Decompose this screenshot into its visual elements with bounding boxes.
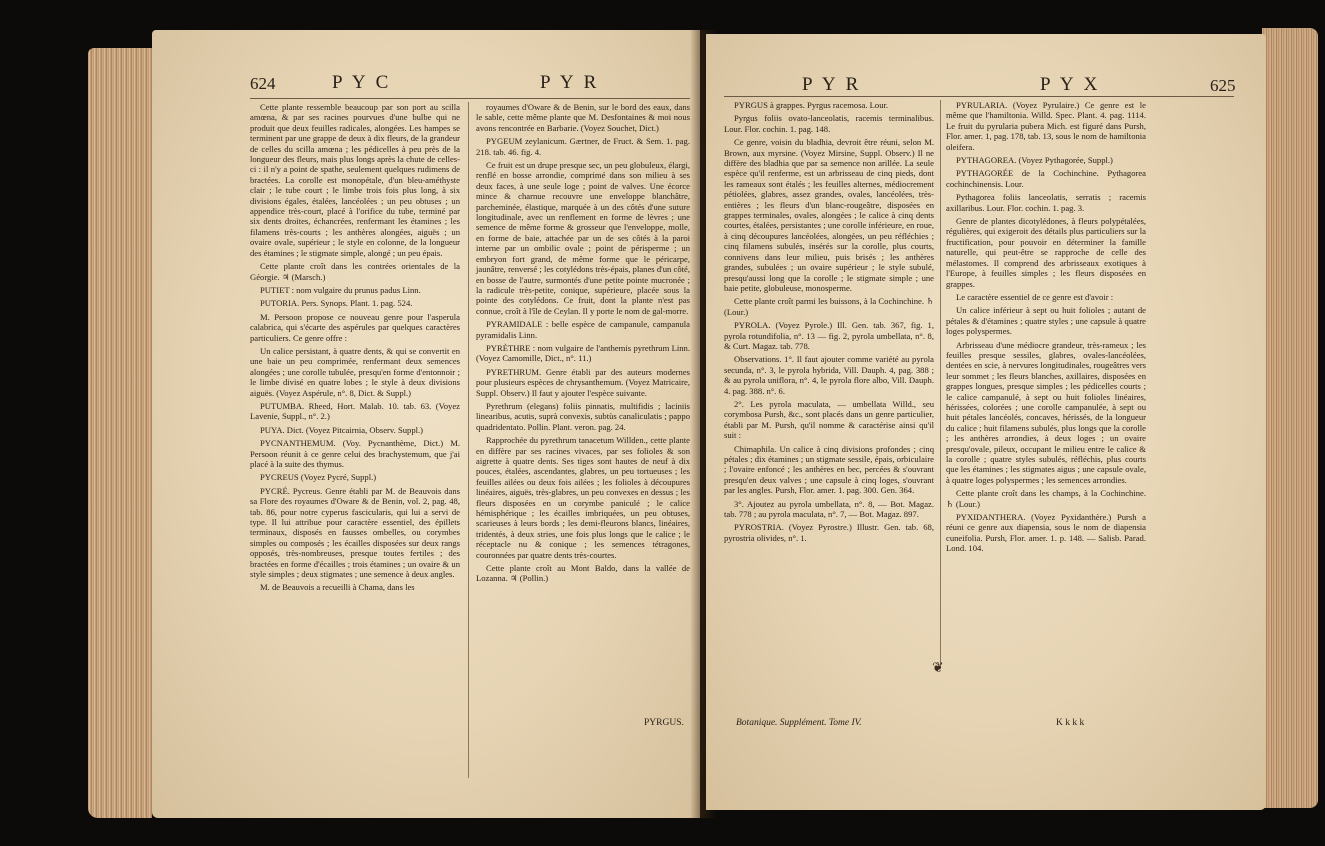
paragraph: Cette plante croît dans les champs, à la Cochinchine. ♄ (Lour.) xyxy=(946,488,1146,509)
paragraph: Un calice inférieur à sept ou huit folioles ; autant de pétales & d'étamines ; quatre styles ; une capsule à quatre loges polyspermes. xyxy=(946,305,1146,337)
signature-mark: K k k k xyxy=(1056,718,1085,728)
paragraph: Pythagorea foliis lanceolatis, serratis ; racemis axillaribus. Lour. Flor. cochin. 1. pag. 3. xyxy=(946,192,1146,213)
paragraph: 3°. Ajoutez au pyrola umbellata, n°. 8, — Bot. Magaz. tab. 778 ; au pyrola maculata, n°. 7, — Bot. Magaz. 897. xyxy=(724,498,934,520)
paragraph: PYGEUM zeylanicum. Gærtner, de Fruct. & Sem. 1. pag. 218. tab. 46. fig. 4. xyxy=(476,136,690,157)
header-rule-left xyxy=(250,98,690,99)
paragraph: 2°. Les pyrola maculata, — umbellata Willd., seu corymbosa Pursh, &c., sont placés dans un genre particulier, établi par M. Pursh, qu'il nomme & caractérise ainsi qu'il suit : xyxy=(724,398,934,441)
paragraph: PYCNANTHEMUM. (Voy. Pycnanthème, Dict.) M. Persoon réunit à ce genre celui des brachystemum, que j'ai placé à la suite des thymus. xyxy=(250,438,460,469)
paragraph: PYRÈTHRE : nom vulgaire de l'anthemis pyrethrum Linn. (Voyez Camomille, Dict., n°. 11.) xyxy=(476,342,690,364)
right-page-edges xyxy=(1262,28,1318,808)
footer-title: Botanique. Supplément. Tome IV. xyxy=(736,718,862,728)
left-page-column-2 xyxy=(476,102,690,790)
paragraph: Rapprochée du pyrethrum tanacetum Willden., cette plante en diffère par ses racines vivaces, par ses folioles & son aigrette à quatre dents. Ses tiges sont hautes de neuf à dix pouces, étalées, ascendantes, glabres, un peu tortueuses ; les feuilles ailées ou deux fois ailées ; les folioles à découpures linéaires, aiguës, très-glabres, un peu convexes en dessus ; les fleurs disposées en un corymbe paniculé ; le calice hémisphérique ; les écailles imbriquées, un peu obtuses, scarieuses à leurs bords ; les demi-fleurons blancs, linéaires, tridentés, à deux stries, une fois plus longs que le calice ; le réceptacle nu & conique ; les semences tétragones, couronnées par quatre dents très-courtes. xyxy=(476,435,690,560)
right-page-page-number: 625 xyxy=(1210,76,1236,95)
paragraph: Un calice persistant, à quatre dents, & qui se convertit en une baie un peu comprimée, renfermant deux semences alongées ; une corolle tubulée, presqu'en forme d'entonnoir ; le limbe divisé en quatre lobes ; le style à deux divisions aiguës. (Voyez Aspérule, n°. 8, Dict. & Suppl.) xyxy=(250,345,460,398)
paragraph: PYTHAGOREA. (Voyez Pythagorée, Suppl.) xyxy=(956,155,1113,166)
left-page-number: 624 xyxy=(250,74,276,93)
paragraph: PUYA. Dict. (Voyez Pitcairnia, Observ. Suppl.) xyxy=(260,424,424,435)
paragraph: Cette plante croît parmi les buissons, à la Cochinchine. ♄ (Lour.) xyxy=(724,296,934,317)
column-divider-right xyxy=(940,100,941,666)
paragraph: Le caractère essentiel de ce genre est d'avoir : xyxy=(956,291,1114,302)
left-page xyxy=(152,30,700,818)
paragraph: PUTORIA. Pers. Synops. Plant. 1. pag. 524. xyxy=(260,298,413,309)
paragraph: Observations. 1°. Il faut ajouter comme variété au pyrola secunda, n°. 3, le pyrola hybrida, Vill. Dauph. 4, pag. 388 ; & au pyrola uniflora, n°. 4, le pyrola flore albo, Vill. Dauph. 4. pag. 388. n°. 6. xyxy=(724,354,934,396)
paragraph: PYXIDANTHERA. (Voyez Pyxidanthère.) Pursh a réuni ce genre aux diapensia, sous le nom de diapensia cuneifolia. Pursh, Flor. amer. 1. p. 148. — Salisb. Parad. Lond. 104. xyxy=(946,512,1146,554)
right-page-header-right: P Y X xyxy=(1040,74,1101,95)
paragraph: PYCREUS (Voyez Pycré, Suppl.) xyxy=(260,472,377,483)
paragraph: PYRETHRUM. Genre établi par des auteurs modernes pour plusieurs espèces de chrysanthemum. (Voyez Matricaire, Suppl. Observ.) Il faut y ajouter l'espèce suivante. xyxy=(476,366,690,398)
paragraph: Ce fruit est un drupe presque sec, un peu globuleux, élargi, renflé en bosse arrondie, comprimé dans son milieu à ses deux faces, à une seule loge ; point de valves. Une écorce mince & charnue recouvre une enveloppe blanchâtre, parcheminée, élastique, marquée à un des côtés d'une suture longitudinale, avec un renflement en forme de lèvres ; une semence de même forme & grosseur que l'enveloppe, molle, en forme de baie, attachée par un de ses côtés à la paroi interne par un ombilic ovale ; point de périsperme ; un embryon fort grand, de même forme que le péricarpe, jaunâtre, renversé ; les cotylédons très-épais, planes d'un côté, en bosse de l'autre, surmontés d'une petite pointe mucronée ; la radicule très-petite, conique, supérieure, placée sous la pointe des cotylédons. Ce fruit, dont la plante n'est pas connue, croît à l'île de Ceylan. Il y porte le nom de gal-morre. xyxy=(476,160,690,316)
paragraph: PYRGUS à grappes. Pyrgus racemosa. Lour. xyxy=(734,100,889,110)
left-page-header-left: P Y C xyxy=(332,72,392,93)
paragraph: PYROSTRIA. (Voyez Pyrostre.) Illustr. Gen. tab. 68, pyrostria olivides, n°. 1. xyxy=(724,522,934,543)
right-page-column-1 xyxy=(724,100,934,674)
paragraph: Cette plante ressemble beaucoup par son port au scilla amœna, & par ses racines pourvues d'une bulbe qui ne produit que deux feuilles radicales, alongées. Les hampes se terminent par une grappe de deux à dix fleurs, de la grandeur de celles du scilla amœna ; les pédicelles à peu près de la longueur des fleurs, mais plus longs après la chute de celles-ci : il n'y a point de spathe, seulement quelques rudimens de bractées. La corolle est monopétale, d'un bleu-améthyste clair ; le tube court ; le limbe trois fois plus long, à six divisions égales, étalées, lancéolées ; un peu obtuses ; un appendice très-court, placé à l'orifice du tube, terminé par six dents droites, échancrées, renfermant les étamines ; les filamens très-courts ; les anthères alongées, aiguës ; un ovaire ovale, supérieur ; le style en colonne, de la longueur des étamines ; le stigmate simple, alongé ; un peu épais. xyxy=(250,102,460,258)
paragraph: Pyrgus foliis ovato-lanceolatis, racemis terminalibus. Lour. Flor. cochin. 1. pag. 148. xyxy=(724,113,934,134)
paragraph: Cette plante croît dans les contrées orientales de la Géorgie. ♃ (Marsch.) xyxy=(250,261,460,282)
right-page-header-left: P Y R xyxy=(802,74,862,95)
paragraph: PYROLA. (Voyez Pyrole.) Ill. Gen. tab. 367, fig. 1, pyrola rotundifolia, n°. 13 — fig. 2, pyrola umbellata, n°. 8, & Curt. Magaz. tab. 778. xyxy=(724,320,934,351)
left-page-header-right: P Y R xyxy=(540,72,600,93)
paragraph: Cette plante croît au Mont Baldo, dans la vallée de Lozanna. ♃ (Pollin.) xyxy=(476,563,690,584)
end-ornament: ❦ xyxy=(932,661,944,676)
paragraph: Genre de plantes dicotylédones, à fleurs polypétalées, régulières, qui exigeroit des détails plus particuliers sur la fructification, pour pouvoir en déterminer la famille naturelle, qui peut-être se rapproche de celle des mélastomes. Il comprend des arbrisseaux exotiques à l'Europe, à feuilles simples ; les fleurs disposées en grappes. xyxy=(946,216,1146,289)
paragraph: M. de Beauvois a recueilli à Chama, dans les xyxy=(260,582,415,593)
catchword: PYRGUS. xyxy=(644,718,684,728)
paragraph: PYRULARIA. (Voyez Pyrulaire.) Ce genre est le même que l'hamiltonia. Willd. Spec. Plant. 4. pag. 1114. Le fruit du pyrularia pubera Mich. est figuré dans Pursh, Flor. amer. 1, pag. 178, tab. 13, sous le nom de hamiltonia oleifera. xyxy=(946,100,1146,152)
left-page-edges xyxy=(88,48,152,818)
paragraph: PYTHAGORÉE de la Cochinchine. Pythagorea cochinchinensis. Lour. xyxy=(946,168,1146,189)
paragraph: PYRAMIDALE : belle espèce de campanule, campanula pyramidalis Linn. xyxy=(476,319,690,340)
paragraph: PYCRÉ. Pycreus. Genre établi par M. de Beauvois dans sa Flore des royaumes d'Oware & de Benin, vol. 2, pag. 48, tab. 86, pour notre cyperus fascicularis, qui lui a servi de type. Il lui attribue pour caractère essentiel, des épillets terminaux, disposés en fausses ombelles, ou corymbes simples ou composés ; les écailles disposées sur deux rangs opposés, très-nombreuses, presque toutes fertiles ; des bractées en forme d'écailles ; trois étamines ; un ovaire & un style simples ; deux stigmates ; une semence à deux angles. xyxy=(250,485,460,580)
paragraph: Pyrethrum (elegans) foliis pinnatis, multifidis ; laciniis linearibus, acutis, suprà convexis, subtùs canaliculatis ; pappo quadridentato. Pollin. Plant. veron. pag. 24. xyxy=(476,400,690,432)
paragraph: PUTIET : nom vulgaire du prunus padus Linn. xyxy=(260,284,421,295)
paragraph: royaumes d'Oware & de Benin, sur le bord des eaux, dans le sable, cette même plante que M. Desfontaines & moi nous avons rencontrée en Barbarie. (Voyez Souchet, Dict.) xyxy=(476,102,690,133)
paragraph: Arbrisseau d'une médiocre grandeur, très-rameux ; les feuilles presque sessiles, glabres, ovales-lancéolées, dentées en scie, à nervures longitudinales, rougeâtres vers leur sommet ; les fleurs blanches, axillaires, disposées en grappes longues, presque simples ; les pédicelles courts ; le calice campanulé, à sept ou huit folioles linéaires, hérissées, colorées ; une corolle campanulée, à sept ou huit pétales lancéolés, concaves, hérissés, de la longueur du calice ; huit filamens subulés, plus longs que la corolle ; les anthères arrondies, à deux loges ; un ovaire presqu'ovale, pileux, occupant le milieu entre le calice & la corolle ; quatre styles subulés, réfléchis, plus courts que les étamines ; les stigmates aigus ; une capsule ovale, à quatre loges polyspermes ; les semences arrondies. xyxy=(946,339,1146,485)
right-page-column-2 xyxy=(946,100,1146,674)
column-divider-left xyxy=(468,102,469,778)
paragraph: Chimaphila. Un calice à cinq divisions profondes ; cinq pétales ; dix étamines ; un stigmate sessile, épais, orbiculaire ; l'ovaire enfoncé ; les anthères en bec, percées & s'ouvrant presqu'en deux valves ; une capsule à cinq loges, s'ouvrant par les angles. Pursh, Flor. amer. 1. pag. 300. Gen. 364. xyxy=(724,443,934,496)
paragraph: PUTUMBA. Rheed, Hort. Malab. 10. tab. 63. (Voyez Lavenie, Suppl., n°. 2.) xyxy=(250,400,460,422)
header-rule-right xyxy=(724,96,1234,97)
left-page-column-1 xyxy=(250,102,460,790)
paragraph: M. Persoon propose ce nouveau genre pour l'asperula calabrica, qui s'écarte des aspérules par quelques caractères particuliers. Ce genre offre : xyxy=(250,311,460,343)
paragraph: Ce genre, voisin du bladhia, devroit être réuni, selon M. Brown, aux myrsine. (Voyez Mirsine, Suppl. Observ.) Il ne diffère des bladhia que par sa semence non arillée. La seule espèce qu'il renferme, est un arbrisseau de cinq pieds, dont les rameaux sont étalés ; les feuilles alternes, médiocrement pétiolées, glabres, assez grandes, ovales, lancéolées, très-entières ; les fleurs d'un blanc-rougeâtre, disposées en grappes terminales, ovales, alongées ; le calice à cinq dents courtes, étalées, persistantes ; une corolle inférieure, en roue, à cinq découpures lancéolées, alongées, un peu réfléchies ; cinq filamens subulés, insérés sur la corolle, plus courts, connivens dans leur milieu, puis brisés ; les anthères grandes, subulées ; un ovaire supérieur ; le style subulé, presqu'aussi long que la corolle ; le stigmate simple ; une baie petite, globuleuse, monosperme. xyxy=(724,137,934,293)
right-page xyxy=(706,34,1266,810)
